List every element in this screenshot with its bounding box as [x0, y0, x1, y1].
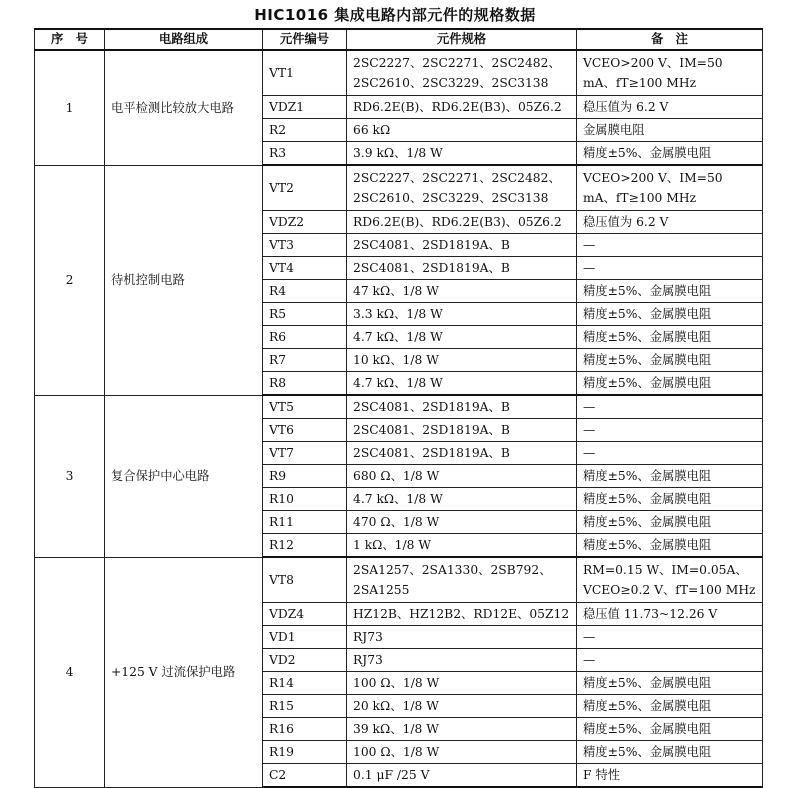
- group-number: 2: [35, 165, 105, 395]
- component-spec: 4.7 kΩ、1/8 W: [347, 326, 577, 349]
- component-note: 稳压值为 6.2 V: [577, 96, 763, 119]
- table-row: [35, 165, 763, 211]
- component-spec: 2SC4081、2SD1819A、B: [347, 419, 577, 442]
- component-spec: 3.3 kΩ、1/8 W: [347, 303, 577, 326]
- component-id: R5: [263, 303, 347, 326]
- component-spec: RJ73: [347, 649, 577, 672]
- component-note: 精度±5%、金属膜电阻: [577, 349, 763, 372]
- table-row: [35, 395, 763, 419]
- component-id: VDZ1: [263, 96, 347, 119]
- component-note: VCEO>200 V、IM=50 mA、fT≥100 MHz: [577, 165, 763, 211]
- component-note: 精度±5%、金属膜电阻: [577, 326, 763, 349]
- component-note: 精度±5%、金属膜电阻: [577, 303, 763, 326]
- component-id: R15: [263, 695, 347, 718]
- component-id: VT8: [263, 557, 347, 603]
- component-spec: 0.1 μF /25 V: [347, 764, 577, 788]
- component-spec: 2SC2227、2SC2271、2SC2482、2SC2610、2SC3229、2SC3138: [347, 50, 577, 96]
- header-spec: 元件规格: [347, 29, 577, 50]
- component-spec: 2SA1257、2SA1330、2SB792、2SA1255: [347, 557, 577, 603]
- component-note: 精度±5%、金属膜电阻: [577, 534, 763, 558]
- component-spec: 2SC2227、2SC2271、2SC2482、2SC2610、2SC3229、2SC3138: [347, 165, 577, 211]
- circuit-name: 待机控制电路: [105, 165, 263, 395]
- component-spec: 47 kΩ、1/8 W: [347, 280, 577, 303]
- component-spec: 4.7 kΩ、1/8 W: [347, 488, 577, 511]
- component-note: 稳压值 11.73~12.26 V: [577, 603, 763, 626]
- header-no: 序 号: [35, 29, 105, 50]
- component-note: 精度±5%、金属膜电阻: [577, 142, 763, 166]
- header-note: 备 注: [577, 29, 763, 50]
- component-spec: 2SC4081、2SD1819A、B: [347, 257, 577, 280]
- component-note: 精度±5%、金属膜电阻: [577, 280, 763, 303]
- component-id: VT5: [263, 395, 347, 419]
- component-note: 精度±5%、金属膜电阻: [577, 695, 763, 718]
- component-id: VD2: [263, 649, 347, 672]
- component-note: —: [577, 257, 763, 280]
- component-note: —: [577, 649, 763, 672]
- component-id: R3: [263, 142, 347, 166]
- component-note: 金属膜电阻: [577, 119, 763, 142]
- component-id: VDZ2: [263, 211, 347, 234]
- spec-table: [34, 28, 763, 788]
- component-note: 稳压值为 6.2 V: [577, 211, 763, 234]
- component-note: 精度±5%、金属膜电阻: [577, 511, 763, 534]
- component-spec: RJ73: [347, 626, 577, 649]
- component-note: VCEO>200 V、IM=50 mA、fT≥100 MHz: [577, 50, 763, 96]
- component-spec: 66 kΩ: [347, 119, 577, 142]
- component-id: R11: [263, 511, 347, 534]
- component-id: R2: [263, 119, 347, 142]
- table-row: [35, 50, 763, 96]
- group-number: 4: [35, 557, 105, 787]
- component-spec: 3.9 kΩ、1/8 W: [347, 142, 577, 166]
- component-id: VT7: [263, 442, 347, 465]
- group-number: 3: [35, 395, 105, 557]
- component-spec: 2SC4081、2SD1819A、B: [347, 234, 577, 257]
- circuit-name: 电平检测比较放大电路: [105, 50, 263, 165]
- component-id: VT2: [263, 165, 347, 211]
- component-id: R10: [263, 488, 347, 511]
- component-spec: 470 Ω、1/8 W: [347, 511, 577, 534]
- component-id: R12: [263, 534, 347, 558]
- component-note: RM=0.15 W、IM=0.05A、VCEO≥0.2 V、fT=100 MHz: [577, 557, 763, 603]
- component-note: —: [577, 395, 763, 419]
- component-id: R4: [263, 280, 347, 303]
- circuit-name: 复合保护中心电路: [105, 395, 263, 557]
- component-note: —: [577, 419, 763, 442]
- component-spec: HZ12B、HZ12B2、RD12E、05Z12: [347, 603, 577, 626]
- component-id: VT4: [263, 257, 347, 280]
- group-number: 1: [35, 50, 105, 165]
- component-id: R7: [263, 349, 347, 372]
- table-body: [35, 50, 763, 787]
- component-note: 精度±5%、金属膜电阻: [577, 741, 763, 764]
- component-note: 精度±5%、金属膜电阻: [577, 488, 763, 511]
- component-spec: 680 Ω、1/8 W: [347, 465, 577, 488]
- component-id: R19: [263, 741, 347, 764]
- component-id: R14: [263, 672, 347, 695]
- component-id: C2: [263, 764, 347, 788]
- component-id: VT3: [263, 234, 347, 257]
- component-note: —: [577, 626, 763, 649]
- component-spec: 100 Ω、1/8 W: [347, 672, 577, 695]
- component-spec: 20 kΩ、1/8 W: [347, 695, 577, 718]
- component-id: VT1: [263, 50, 347, 96]
- component-spec: 2SC4081、2SD1819A、B: [347, 395, 577, 419]
- header-component-id: 元件编号: [263, 29, 347, 50]
- component-spec: 39 kΩ、1/8 W: [347, 718, 577, 741]
- component-spec: 4.7 kΩ、1/8 W: [347, 372, 577, 396]
- component-note: —: [577, 234, 763, 257]
- component-id: VD1: [263, 626, 347, 649]
- table-row: [35, 557, 763, 603]
- component-id: R8: [263, 372, 347, 396]
- component-spec: 10 kΩ、1/8 W: [347, 349, 577, 372]
- document-title: HIC1016 集成电路内部元件的规格数据: [254, 6, 536, 24]
- component-spec: RD6.2E(B)、RD6.2E(B3)、05Z6.2: [347, 211, 577, 234]
- component-spec: 100 Ω、1/8 W: [347, 741, 577, 764]
- component-note: 精度±5%、金属膜电阻: [577, 672, 763, 695]
- component-id: VDZ4: [263, 603, 347, 626]
- component-spec: RD6.2E(B)、RD6.2E(B3)、05Z6.2: [347, 96, 577, 119]
- component-note: —: [577, 442, 763, 465]
- component-spec: 1 kΩ、1/8 W: [347, 534, 577, 558]
- component-id: VT6: [263, 419, 347, 442]
- component-spec: 2SC4081、2SD1819A、B: [347, 442, 577, 465]
- component-note: 精度±5%、金属膜电阻: [577, 465, 763, 488]
- component-id: R16: [263, 718, 347, 741]
- table-header-row: [35, 29, 763, 50]
- component-note: F 特性: [577, 764, 763, 788]
- component-note: 精度±5%、金属膜电阻: [577, 372, 763, 396]
- component-note: 精度±5%、金属膜电阻: [577, 718, 763, 741]
- circuit-name: +125 V 过流保护电路: [105, 557, 263, 787]
- component-id: R6: [263, 326, 347, 349]
- component-id: R9: [263, 465, 347, 488]
- header-circuit: 电路组成: [105, 29, 263, 50]
